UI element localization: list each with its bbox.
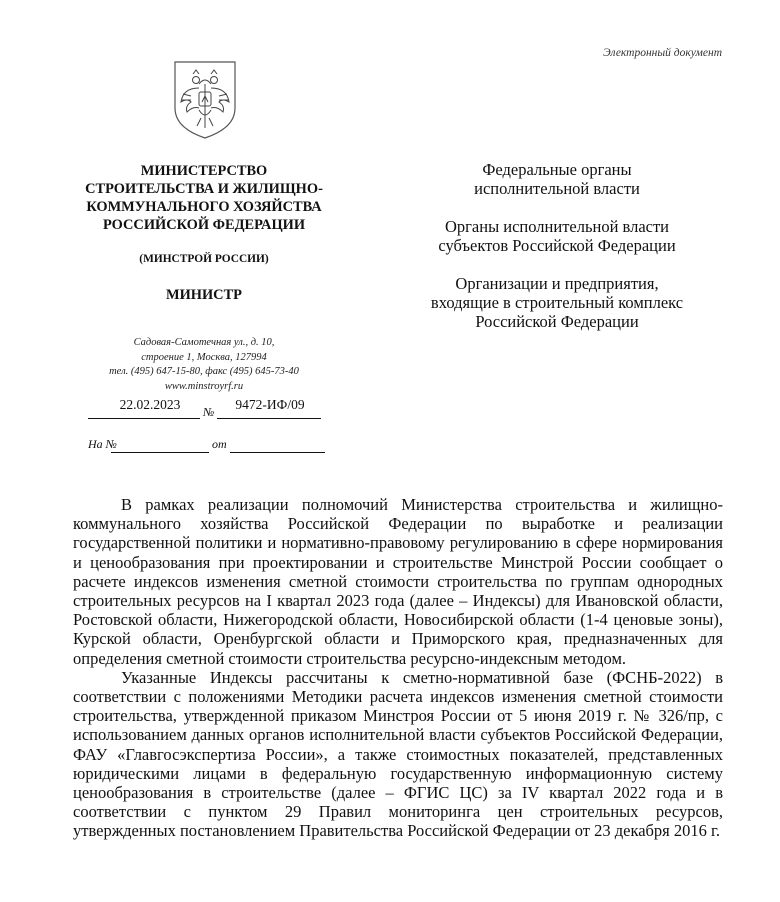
recipient-line: Российской Федерации [475, 312, 639, 331]
recipient-line: Организации и предприятия, [455, 274, 659, 293]
sender-address [60, 336, 348, 394]
ministry-line: РОССИЙСКОЙ ФЕДЕРАЦИИ [102, 217, 306, 233]
registration-number: 9472-ИФ/09 [235, 397, 305, 412]
recipient-line: входящие в строительный комплекс [430, 293, 684, 312]
ministry-name [60, 162, 348, 234]
recipient-line: Федеральные органы [482, 160, 632, 179]
ministry-line: СТРОИТЕЛЬСТВА И ЖИЛИЩНО- [85, 181, 323, 197]
reference-number-blank [111, 452, 209, 453]
registration-date: 22.02.2023 [119, 397, 181, 412]
reference-date-label: от [212, 437, 227, 451]
electronic-document-label: Электронный документ [603, 47, 722, 59]
registration-number-underline [217, 418, 321, 419]
body-paragraph: Указанные Индексы рассчитаны к сметно-нормативной базе (ФСНБ-2022) в соответствии с положениями Методики расчета индексов изменения сметной стоимости строительства, утвержденной приказом Минстроя России от 5 июня 2019 г. № 326/пр, с использованием данных органов исполнительной власти субъектов Российской Федерации, ФАУ «Главгосэкспертиза России», а также стоимостных показателей, представленных юридическими лицами в федеральную государственную информационную систему ценообразования в строительстве (далее – ФГИС ЦС) за IV квартал 2022 года и в соответствии с пунктом 29 Правил мониторинга цен строительных ресурсов, утвержденных постановлением Правительства Российской Федерации от 23 декабря 2016 г. [73, 667, 723, 841]
body-paragraph: В рамках реализации полномочий Министерства строительства и жилищно-коммунального хозяйства Российской Федерации по выработке и реализации государственной политики и нормативно-правовому регулированию в сфере нормирования и ценообразования при проектировании и строительстве Минстрой России сообщает о расчете индексов изменения сметной стоимости строительства по группам однородных строительных ресурсов на I квартал 2023 года (далее – Индексы) для Ивановской области, Ростовской области, Нижегородской области, Новосибирской области (1-4 ценовые зоны), Курской области, Оренбургской области и Приморского края, предназначенных для определения сметной стоимости строительства ресурсно-индексным методом. [73, 495, 723, 668]
ministry-line: МИНИСТЕРСТВО [140, 163, 268, 179]
recipient [388, 217, 726, 255]
recipient-line: исполнительной власти [474, 179, 640, 198]
letter-body [73, 495, 723, 841]
address-line: Садовая-Самотечная ул., д. 10, [133, 337, 275, 348]
recipient [388, 274, 726, 331]
reference-date-blank [230, 452, 325, 453]
registration-number-sign: № [203, 405, 215, 419]
recipient-line: субъектов Российской Федерации [438, 236, 676, 255]
address-line: тел. (495) 647-15-80, факс (495) 645-73-40 [109, 366, 299, 377]
sender-position: МИНИСТР [166, 287, 242, 303]
recipients-block [388, 160, 726, 350]
reference-number-label: На № [88, 437, 117, 451]
state-emblem-icon [169, 58, 241, 140]
registration-date-underline [88, 418, 200, 419]
recipient [388, 160, 726, 198]
ministry-line: КОММУНАЛЬНОГО ХОЗЯЙСТВА [86, 199, 322, 215]
address-line: строение 1, Москва, 127994 [141, 351, 267, 363]
ministry-short-name: (МИНСТРОЙ РОССИИ) [139, 253, 269, 265]
website-link[interactable]: www.minstroyrf.ru [164, 380, 244, 392]
recipient-line: Органы исполнительной власти [444, 217, 670, 236]
